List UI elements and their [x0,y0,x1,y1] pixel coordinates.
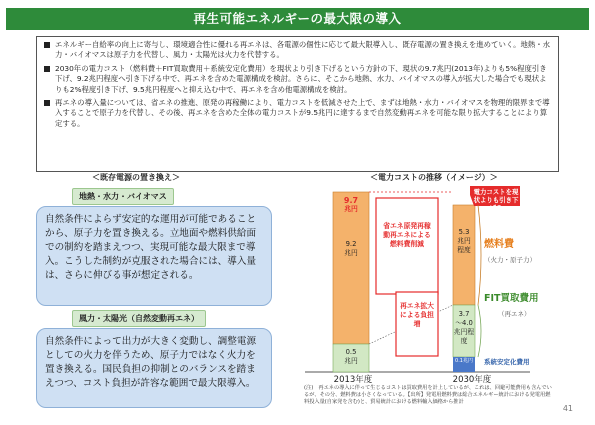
callout-text: 電力コストを現状よりも引き下げる [473,188,519,212]
bullet-item: 2030年の電力コスト（燃料費＋FIT買取費用＋系統安定化費用）を現状より引き下げるという方針の下、現状の9.7兆円(2013年)よりも5%程度引き下げ、9.2兆円程度へ引き下げる中で、再エネを含めた電源構成を検討。さらに、そこから地熱、水力、バイオマスの導入が拡大した場合でも現状よりも2%程度引き下げ、9.5兆円程度へと抑え込む中で、再エネを含め他電源構成を検討。 [43,64,552,95]
bullet-item: エネルギー自給率の向上に寄与し、環境適合性に優れる再エネは、各電源の個性に応じて最大限導入し、既存電源の置き換えを進めていく。地熱・水力・バイオマスは原子力を代替し、風力・太陽光は火力を代替する。 [43,40,552,61]
legend-fuel: 燃料費 [484,239,514,250]
bar2030-stab-value: 0.1兆円 [455,358,473,364]
page-number: 41 [562,404,573,413]
bullet-item: 再エネの導入量については、省エネの推進、原発の再稼働により、電力コストを低減させた上で、まずは地熱・水力・バイオマスを物理的限界まで導入することで原子力を代替し、その後、再エネを含めた全体の電力コストが9.5兆円に達するまで自然変動再エネを可能な限り拡大することにより算定する。 [43,98,552,129]
chart-heading: ＜電力コストの推移（イメージ）＞ [370,173,498,182]
tag-geothermal: 地熱・水力・バイオマス [72,188,174,205]
savings-annotation: 省エネ原発再稼動再エネによる燃料費削減 [383,222,431,248]
bar2013-top-value: 9.7 兆円 [343,196,359,213]
bar2013-bottom-value: 0.5 兆円 [344,348,358,365]
wind-solar-description: 自然条件によって出力が大きく変動し、調整電源としての火力を伴うため、原子力ではなく火力を置き換える。国民負担の抑制とのバランスを踏まえつつ、コスト負担が許容な範囲で最大限導入。 [36,328,272,408]
legend-fuel-sub: （火力・原子力） [484,256,536,264]
left-section-heading: ＜既存電源の置き換え＞ [92,173,180,182]
bar-2030-fuel [453,205,475,305]
year-2030-label: 2030年度 [452,375,492,385]
bar2030-fuel-value: 5.3 兆円 程度 [457,228,471,254]
year-2013-label: 2013年度 [333,375,373,385]
geothermal-description: 自然条件によらず安定的な運用が可能であることから、原子力を置き換える。立地面や燃料供給面での制約を踏まえつつ、実現可能な最大限まで導入。こうした制約が克服された場合には、導入量は、さらに伸びる事が想定される。 [36,206,272,306]
tag-wind-solar: 風力・太陽光（自然変動再エネ） [72,310,206,327]
page-title: 再生可能エネルギーの最大限の導入 [6,8,589,30]
bar2030-fit-value: 3.7 ～4.0 兆円程度 [453,310,475,345]
bar2013-mid-value: 9.2 兆円 [344,240,358,257]
increase-annotation: 再エネ拡大による負担増 [400,302,434,328]
legend-stab: 系統安定化費用 [484,358,530,366]
legend-fit: FIT買取費用 [484,293,539,304]
legend-fit-sub: （再エネ） [498,310,531,318]
bar-2013-fuel [333,192,369,344]
footnote: (注) 再エネの導入に伴って生じるコストは買取費用を計上しているが、これは、回避可能費用も含んでいるが、その分、燃料費は小さくなっている。【出所】発電用燃料費は総合エネルギー統計における発電用燃料投入量(自家発を含む)と、貿易統計における燃料輸入価格から推計 [304,385,552,405]
